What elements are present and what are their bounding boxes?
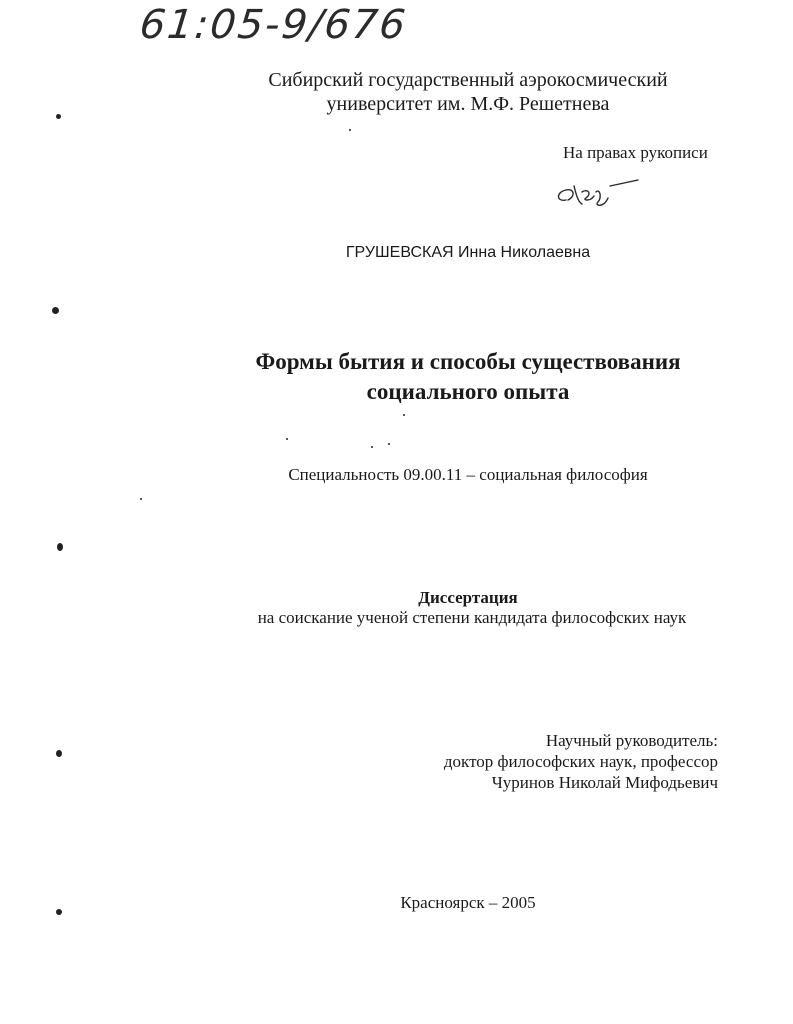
scan-speck [388,443,390,445]
supervisor-block [380,730,718,793]
university-line-2: университет им. М.Ф. Решетнева [326,93,610,115]
title-line-1: Формы бытия и способы существования [255,349,681,374]
university-line-1: Сибирский государственный аэрокосмический [268,69,668,91]
scan-speck [140,498,142,500]
scan-speck [57,543,63,551]
supervisor-name: Чуринов Николай Мифодьевич [491,773,718,792]
dissertation-heading: Диссертация [418,588,518,607]
scan-speck [56,909,62,915]
rights-note: На правах рукописи [563,143,708,162]
title-line-2: социального опыта [366,379,570,404]
city-year: Красноярск – 2005 [400,893,536,912]
scan-speck [371,446,373,448]
specialty: Специальность 09.00.11 – социальная философия [288,465,648,484]
supervisor-role: Научный руководитель: [545,731,718,750]
scan-speck [403,414,405,416]
dissertation-subtitle: на соискание ученой степени кандидата философских наук [257,608,687,627]
author-name: ГРУШЕВСКАЯ Инна Николаевна [345,244,591,261]
supervisor-degree: доктор философских наук, профессор [443,752,718,771]
scan-speck [52,307,59,314]
scan-speck [286,438,288,440]
dissertation-title [0,347,793,407]
scan-speck [56,750,62,757]
signature-icon [552,172,642,212]
university-name [0,68,793,116]
scan-speck [56,114,61,119]
scan-speck [349,129,351,131]
handwritten-catalog-number: 61:05-9/676 [137,2,410,48]
